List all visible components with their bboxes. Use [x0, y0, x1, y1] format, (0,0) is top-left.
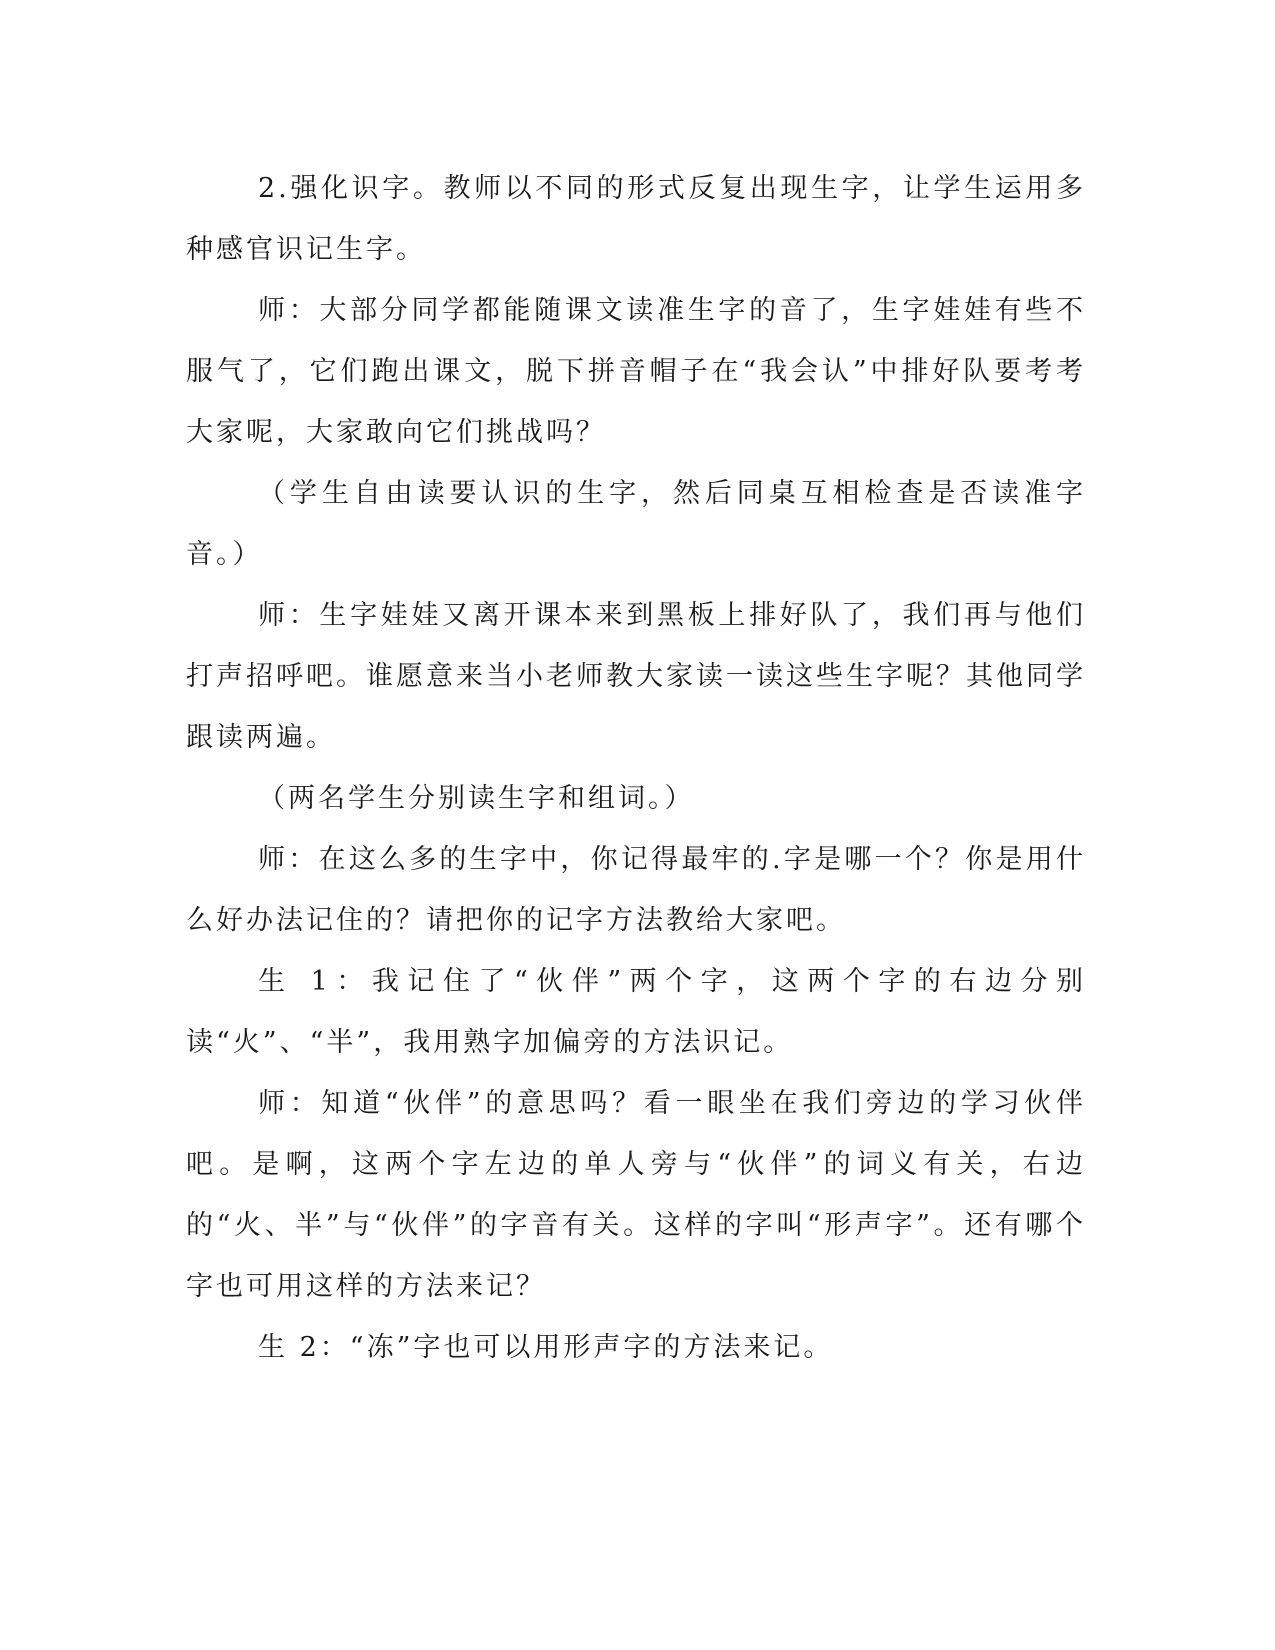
- paragraph-teacher-phono-semantic: 师：知道“伙伴”的意思吗？看一眼坐在我们旁边的学习伙伴吧。是啊，这两个字左边的单人旁与“伙伴”的词义有关，右边的“火、半”与“伙伴”的字音有关。这样的字叫“形声字”。还有哪个字也可用这样的方法来记？: [186, 1088, 1086, 1302]
- paragraph-student-1-answer: 生 1：我记住了“伙伴”两个字，这两个字的右边分别读“火”、“半”，我用熟字加偏旁的方法识记。: [186, 966, 1086, 1058]
- paragraph-teacher-challenge: 师：大部分同学都能随课文读准生字的音了，生字娃娃有些不服气了，它们跑出课文，脱下拼音帽子在“我会认”中排好队要考考大家呢，大家敢向它们挑战吗？: [186, 295, 1086, 448]
- paragraph-student-self-read: （学生自由读要认识的生字，然后同桌互相检查是否读准字音。）: [186, 478, 1086, 570]
- paragraph-teacher-blackboard: 师：生字娃娃又离开课本来到黑板上排好队了，我们再与他们打声招呼吧。谁愿意来当小老师教大家读一读这些生字呢？其他同学跟读两遍。: [186, 600, 1086, 753]
- paragraph-teacher-memory-method: 师：在这么多的生字中，你记得最牢的.字是哪一个？你是用什么好办法记住的？请把你的记字方法教给大家吧。: [186, 844, 1086, 936]
- paragraph-two-students-read: （两名学生分别读生字和组词。）: [258, 783, 695, 814]
- paragraph-strengthen-literacy: 2.强化识字。教师以不同的形式反复出现生字，让学生运用多种感官识记生字。: [186, 173, 1086, 265]
- document-body: [186, 158, 1086, 1378]
- paragraph-student-2-answer: 生 2：“冻”字也可以用形声字的方法来记。: [258, 1332, 834, 1363]
